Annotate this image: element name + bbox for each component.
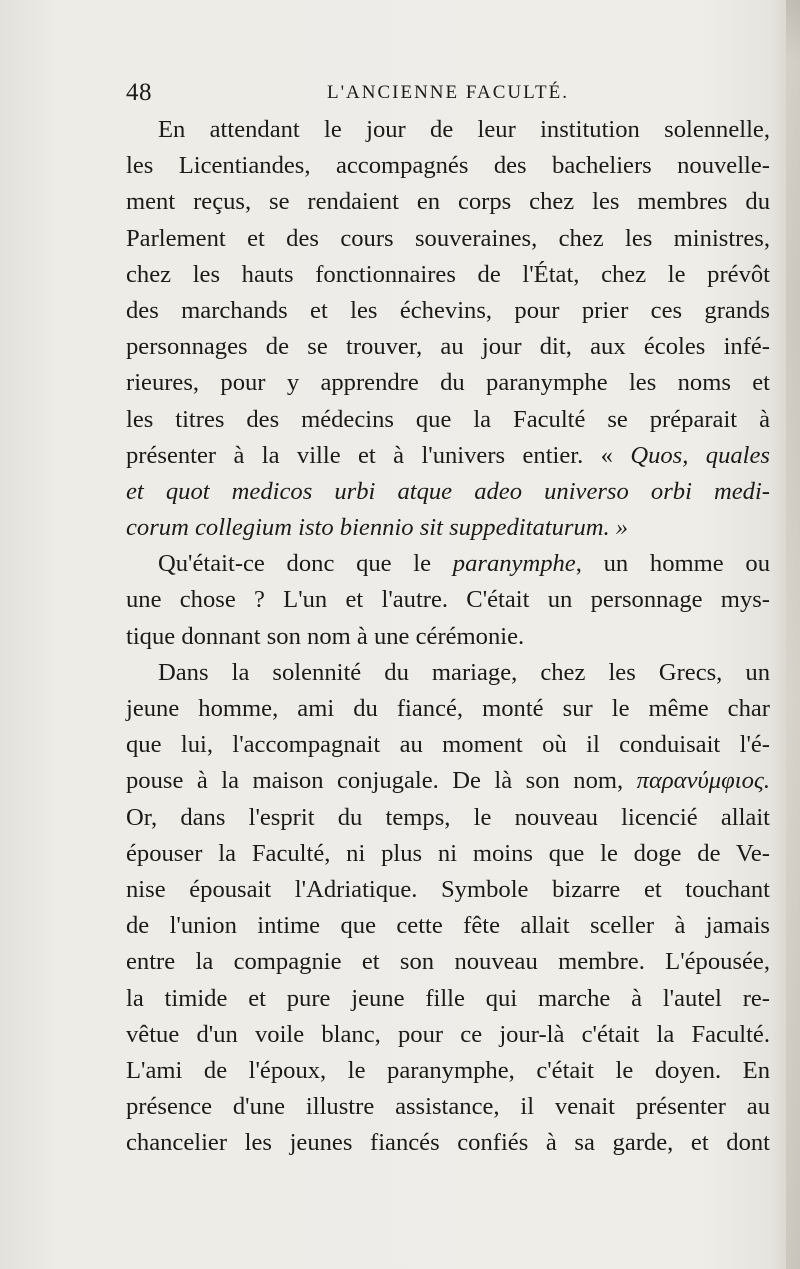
text-run: , un homme ou	[575, 550, 770, 578]
text-run: pouse à la maison conjugale. De là son nom,	[126, 767, 637, 795]
text-line: entre la compagnie et son nouveau membre. L'épousée,	[126, 948, 770, 976]
text-line: Parlement et des cours souveraines, chez les ministres,	[126, 224, 770, 252]
text-line	[126, 546, 770, 582]
text-line	[126, 438, 770, 474]
latin-quote: Quos, quales	[630, 441, 770, 469]
text-line: des marchands et les échevins, pour prier ces grands	[126, 296, 770, 324]
text-line: tique donnant son nom à une cérémonie.	[126, 622, 525, 650]
body-text	[126, 112, 770, 1161]
text-line: de l'union intime que cette fête allait sceller à jamais	[126, 912, 770, 940]
page-number: 48	[126, 79, 152, 106]
text-line: chancelier les jeunes fiancés confiés à sa garde, et dont	[126, 1129, 770, 1157]
greek-word: παρανύμφιος.	[636, 767, 770, 795]
text-line	[126, 763, 770, 799]
page-header	[126, 79, 770, 113]
text-line: personnages de se trouver, au jour dit, aux écoles infé-	[126, 333, 770, 361]
running-title: L'ANCIENNE FACULTÉ.	[327, 82, 569, 103]
italic-term: paranymphe	[452, 550, 576, 578]
text-line: présence d'une illustre assistance, il venait présenter au	[126, 1093, 770, 1121]
page-edge-shadow	[786, 0, 800, 1269]
text-line: vêtue d'un voile blanc, pour ce jour-là c'était la Faculté.	[126, 1020, 770, 1048]
text-line: épouser la Faculté, ni plus ni moins que le doge de Ve-	[126, 839, 770, 867]
text-line: Dans la solennité du mariage, chez les Grecs, un	[158, 658, 770, 686]
text-line: une chose ? L'un et l'autre. C'était un personnage mys-	[126, 586, 770, 614]
text-line: ment reçus, se rendaient en corps chez les membres du	[126, 188, 770, 216]
text-line: jeune homme, ami du fiancé, monté sur le même char	[126, 695, 770, 722]
text-line: chez les hauts fonctionnaires de l'État, chez le prévôt	[126, 260, 770, 288]
latin-quote-line: corum collegium isto biennio sit suppeditaturum. »	[126, 514, 629, 542]
text-line: nise épousait l'Adriatique. Symbole bizarre et touchant	[126, 875, 770, 903]
text-run: présenter à la ville et à l'univers entier. «	[126, 441, 631, 469]
text-line: L'ami de l'époux, le paranymphe, c'était le doyen. En	[126, 1056, 770, 1084]
text-line: rieures, pour y apprendre du paranymphe les noms et	[126, 369, 770, 397]
text-line: les Licentiandes, accompagnés des bacheliers nouvelle-	[126, 152, 770, 180]
text-line: les titres des médecins que la Faculté se préparait à	[126, 405, 770, 433]
text-line: En attendant le jour de leur institution solennelle,	[158, 116, 770, 143]
latin-quote-line: et quot medicos urbi atque adeo universo orbi medi-	[126, 477, 770, 505]
text-run: Qu'était-ce donc que le	[158, 550, 453, 578]
text-line: Or, dans l'esprit du temps, le nouveau licencié allait	[126, 803, 770, 831]
text-line: que lui, l'accompagnait au moment où il conduisait l'é-	[126, 731, 770, 759]
text-line: la timide et pure jeune fille qui marche à l'autel re-	[126, 984, 770, 1012]
